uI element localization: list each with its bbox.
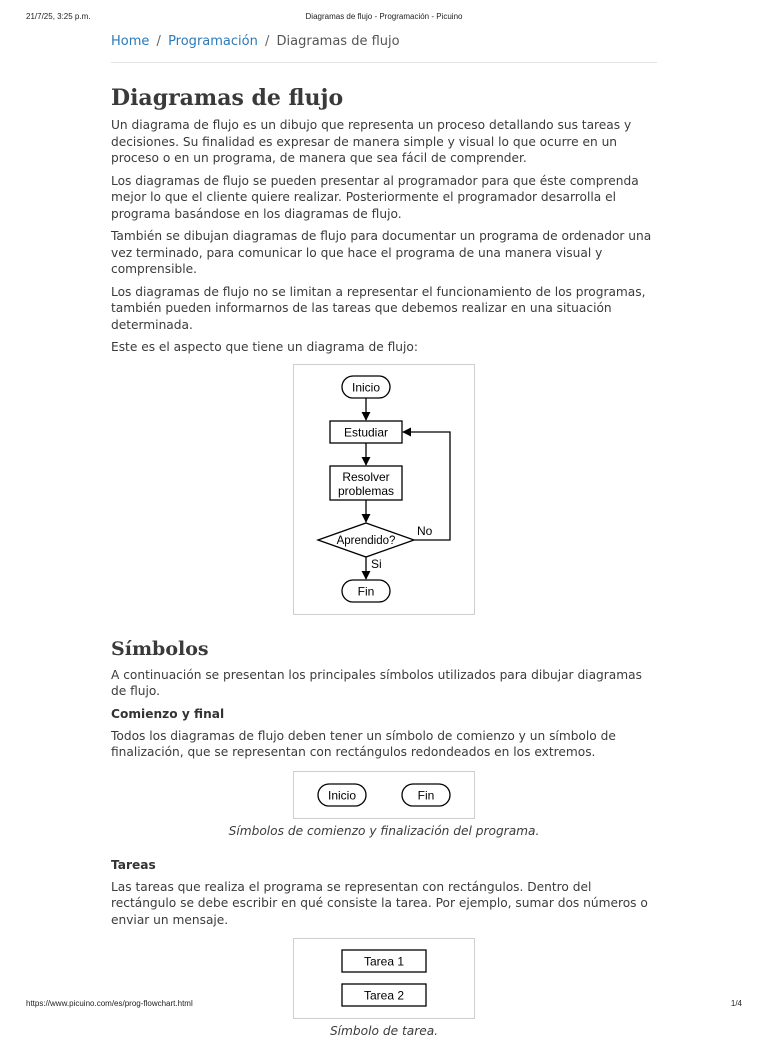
start-end-figure xyxy=(293,771,475,819)
main-content xyxy=(111,33,657,1039)
flowchart-end-label: Fin xyxy=(357,584,375,598)
breadcrumb xyxy=(111,33,657,63)
page-title: Diagramas de flujo xyxy=(111,85,344,111)
flowchart-no-label: No xyxy=(417,523,433,538)
tasks-heading: Tareas xyxy=(111,857,156,872)
print-title: Diagramas de flujo - Programación - Picuino xyxy=(305,12,463,21)
print-header xyxy=(26,12,742,26)
breadcrumb-home-link[interactable]: Home xyxy=(111,34,150,49)
symbols-intro: A continuación se presentan los principales símbolos utilizados para dibujar diagramas de flujo. xyxy=(111,667,642,698)
print-date: 21/7/25, 3:25 p.m. xyxy=(26,12,91,21)
intro-paragraph-4: Los diagramas de flujo no se limitan a representar el funcionamiento de los programas, también pueden informarnos de las tareas que debemos realizar en una situación determinada. xyxy=(111,284,646,332)
start-symbol-label: Inicio xyxy=(327,788,357,802)
intro-paragraph-1: Un diagrama de flujo es un dibujo que representa un proceso detallando sus tareas y decisiones. Su finalidad es expresar de manera simple y visual lo que ocurre en un proceso o en un programa, de manera que sea fácil de comprender. xyxy=(111,118,632,165)
intro-paragraph-3: También se dibujan diagramas de flujo para documentar un programa de ordenador una vez terminado, para comunicar lo que hace el programa de una manera visual y comprensible. xyxy=(111,229,652,276)
breadcrumb-current: Diagramas de flujo xyxy=(276,34,400,49)
flowchart-decision-label: Aprendido? xyxy=(336,534,396,547)
start-end-text: Todos los diagramas de flujo deben tener un símbolo de comienzo y un símbolo de finalización, que se representan con rectángulos redondeados en los extremos. xyxy=(111,728,616,759)
print-url: https://www.picuino.com/es/prog-flowchart.html xyxy=(26,999,193,1008)
tasks-text: Las tareas que realiza el programa se representan con rectángulos. Dentro del rectángulo se debe escribir en qué consiste la tarea. Por ejemplo, sumar dos números o enviar un mensaje. xyxy=(111,879,648,927)
flowchart-figure xyxy=(293,364,475,615)
flowchart-task-solve-label-line1: Resolver xyxy=(342,469,390,484)
end-symbol-label: Fin xyxy=(417,788,435,802)
start-end-heading: Comienzo y final xyxy=(111,706,225,721)
breadcrumb-separator: / xyxy=(156,34,161,49)
breadcrumb-separator: / xyxy=(264,34,270,49)
intro-paragraph-5: Este es el aspecto que tiene un diagrama de flujo: xyxy=(111,340,418,354)
flowchart-yes-label: Si xyxy=(371,556,382,571)
flowchart-task-study-label: Estudiar xyxy=(343,425,389,439)
print-page-number: 1/4 xyxy=(730,999,742,1008)
start-end-caption: Símbolos de comienzo y finalización del programa. xyxy=(228,823,540,838)
task-symbol-2-label: Tarea 2 xyxy=(363,988,405,1003)
flowchart-start-label: Inicio xyxy=(351,380,381,394)
intro-paragraph-2: Los diagramas de flujo se pueden presentar al programador para que éste comprenda mejor lo que el cliente quiere realizar. Posteriormente el programador desarrolla el programa basándose en los diagramas de flujo. xyxy=(111,173,639,221)
task-symbol-1-label: Tarea 1 xyxy=(363,954,405,969)
flowchart-task-solve-label-line2: problemas xyxy=(337,483,395,498)
breadcrumb-section-link[interactable]: Programación xyxy=(168,34,258,49)
print-footer xyxy=(26,999,742,1011)
task-caption: Símbolo de tarea. xyxy=(329,1024,439,1038)
symbols-heading: Símbolos xyxy=(111,637,209,660)
